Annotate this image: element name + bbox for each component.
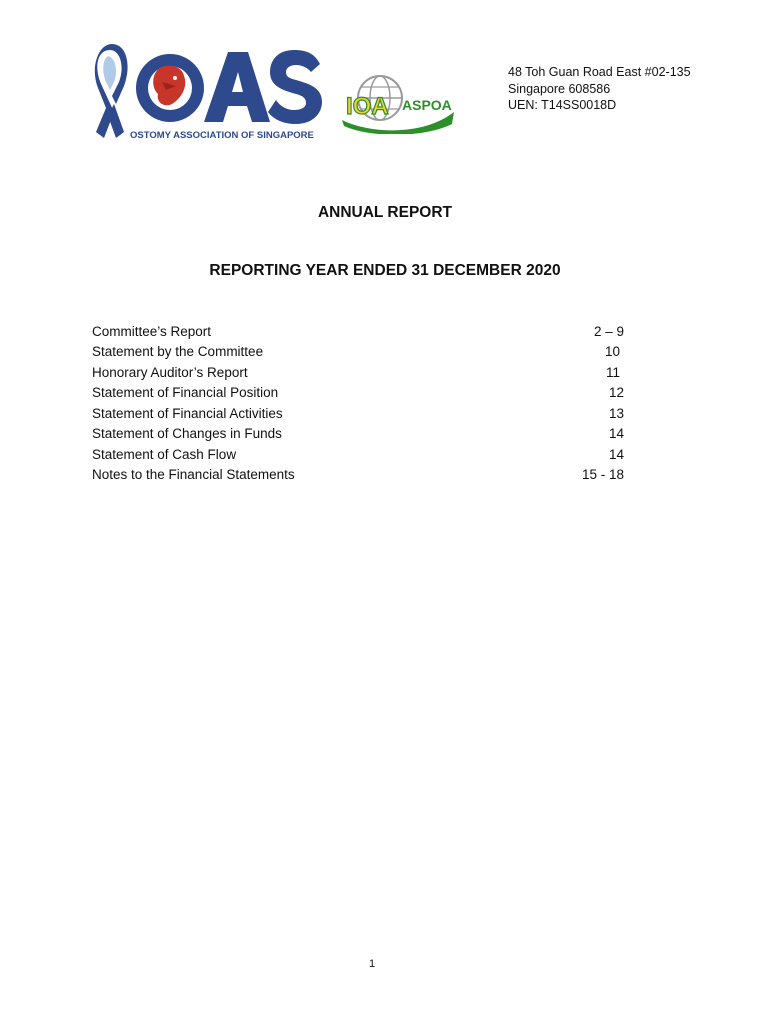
toc-item-pages: 15 - 18 bbox=[581, 467, 624, 483]
toc-item-label: Statement of Financial Position bbox=[92, 385, 279, 401]
report-title: ANNUAL REPORT bbox=[317, 204, 453, 221]
toc-item-pages: 10 bbox=[604, 344, 620, 360]
toc-item-label: Statement of Cash Flow bbox=[92, 446, 237, 462]
oas-logo bbox=[92, 42, 324, 142]
toc-item-pages: 2 – 9 bbox=[593, 323, 624, 339]
toc-item-pages: 14 bbox=[608, 426, 624, 442]
page-number: 1 bbox=[368, 958, 376, 970]
toc-item-pages: 11 bbox=[605, 364, 620, 380]
toc-item bbox=[92, 342, 624, 363]
address-line-street: 48 Toh Guan Road East #02-135 bbox=[508, 65, 691, 79]
table-of-contents bbox=[92, 321, 624, 485]
svg-text:IOA: IOA bbox=[346, 93, 389, 120]
toc-item-label: Statement of Financial Activities bbox=[92, 405, 283, 421]
toc-item-label: Notes to the Financial Statements bbox=[92, 467, 295, 483]
toc-item bbox=[92, 403, 624, 424]
toc-item bbox=[92, 362, 624, 383]
ioa-aspoa-logo bbox=[340, 72, 456, 134]
toc-item bbox=[92, 383, 624, 404]
toc-item-label: Statement by the Committee bbox=[92, 344, 264, 360]
report-subtitle: REPORTING YEAR ENDED 31 DECEMBER 2020 bbox=[209, 262, 561, 279]
toc-item-pages: 12 bbox=[608, 385, 624, 401]
toc-item bbox=[92, 444, 624, 465]
toc-item-label: Committee’s Report bbox=[92, 323, 212, 339]
toc-item bbox=[92, 424, 624, 445]
toc-item-label: Honorary Auditor’s Report bbox=[92, 364, 248, 380]
toc-item-label: Statement of Changes in Funds bbox=[92, 426, 282, 442]
oas-tagline: OSTOMY ASSOCIATION OF SINGAPORE bbox=[130, 130, 314, 141]
toc-item bbox=[92, 465, 624, 486]
address-line-uen: UEN: T14SS0018D bbox=[508, 98, 617, 112]
svg-text:ASPOA: ASPOA bbox=[402, 97, 452, 113]
address-line-city: Singapore 608586 bbox=[508, 81, 611, 96]
address-block bbox=[508, 64, 691, 114]
toc-item-pages: 14 bbox=[608, 446, 624, 462]
toc-item-pages: 13 bbox=[608, 405, 624, 421]
toc-item bbox=[92, 321, 624, 342]
